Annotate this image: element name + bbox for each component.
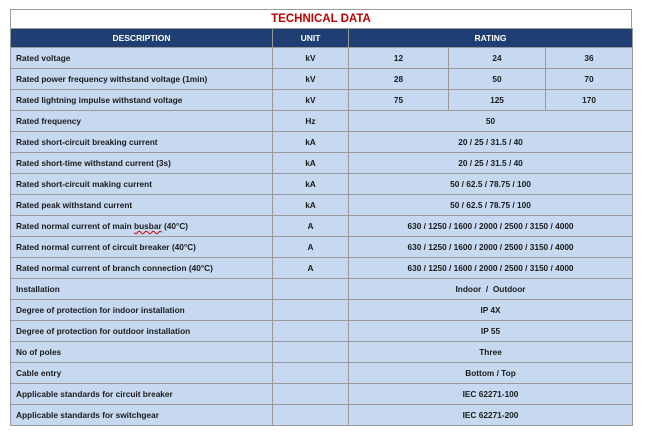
row-description: Rated normal current of branch connection (40°C) xyxy=(11,258,273,279)
row-description: Rated short-time withstand current (3s) xyxy=(11,153,273,174)
row-description: Rated short-circuit making current xyxy=(11,174,273,195)
table-row xyxy=(11,258,633,279)
table-title: TECHNICAL DATA xyxy=(10,9,632,28)
row-unit: kA xyxy=(273,174,349,195)
table-row xyxy=(11,384,633,405)
row-unit xyxy=(273,363,349,384)
row-description: Rated power frequency withstand voltage (1min) xyxy=(11,69,273,90)
header-rating: RATING xyxy=(349,29,633,48)
row-unit: kV xyxy=(273,48,349,69)
row-description: Applicable standards for switchgear xyxy=(11,405,273,426)
row-value: Indoor / Outdoor xyxy=(349,279,633,300)
row-unit: A xyxy=(273,237,349,258)
table-header-row xyxy=(11,29,633,48)
table-row xyxy=(11,90,633,111)
row-value: 20 / 25 / 31.5 / 40 xyxy=(349,132,633,153)
table-row xyxy=(11,216,633,237)
row-unit: A xyxy=(273,216,349,237)
row-description xyxy=(11,216,273,237)
row-value: 50 xyxy=(349,111,633,132)
row-description: No of poles xyxy=(11,342,273,363)
row-value: 36 xyxy=(546,48,633,69)
row-value: 50 / 62.5 / 78.75 / 100 xyxy=(349,174,633,195)
row-value: 12 xyxy=(349,48,449,69)
row-value: 28 xyxy=(349,69,449,90)
row-unit: A xyxy=(273,258,349,279)
row-unit: Hz xyxy=(273,111,349,132)
table-row xyxy=(11,321,633,342)
row-value: 630 / 1250 / 1600 / 2000 / 2500 / 3150 / 4000 xyxy=(349,237,633,258)
row-value: 75 xyxy=(349,90,449,111)
table-row xyxy=(11,195,633,216)
row-value: 70 xyxy=(546,69,633,90)
row-value: 50 / 62.5 / 78.75 / 100 xyxy=(349,195,633,216)
technical-data-sheet xyxy=(10,9,632,426)
table-row xyxy=(11,132,633,153)
row-description: Cable entry xyxy=(11,363,273,384)
table-row xyxy=(11,342,633,363)
table-row xyxy=(11,363,633,384)
row-value: 20 / 25 / 31.5 / 40 xyxy=(349,153,633,174)
row-value: 170 xyxy=(546,90,633,111)
row-unit xyxy=(273,384,349,405)
row-unit: kA xyxy=(273,153,349,174)
row-description: Degree of protection for outdoor installation xyxy=(11,321,273,342)
table-row xyxy=(11,279,633,300)
row-unit xyxy=(273,321,349,342)
row-value: 630 / 1250 / 1600 / 2000 / 2500 / 3150 / 4000 xyxy=(349,258,633,279)
row-value: Bottom / Top xyxy=(349,363,633,384)
row-value: IP 55 xyxy=(349,321,633,342)
table-row xyxy=(11,405,633,426)
spellcheck-marked-word: busbar xyxy=(134,221,162,231)
row-unit xyxy=(273,342,349,363)
table-row xyxy=(11,237,633,258)
row-description: Rated normal current of circuit breaker (40°C) xyxy=(11,237,273,258)
row-value: 630 / 1250 / 1600 / 2000 / 2500 / 3150 / 4000 xyxy=(349,216,633,237)
row-unit xyxy=(273,300,349,321)
table-row xyxy=(11,300,633,321)
row-unit xyxy=(273,405,349,426)
row-unit: kV xyxy=(273,69,349,90)
row-value: 50 xyxy=(449,69,546,90)
row-description: Rated peak withstand current xyxy=(11,195,273,216)
row-unit xyxy=(273,279,349,300)
table-row xyxy=(11,69,633,90)
row-unit: kA xyxy=(273,132,349,153)
table-row xyxy=(11,48,633,69)
description-text: (40°C) xyxy=(161,221,189,231)
table-row xyxy=(11,174,633,195)
row-description: Rated lightning impulse withstand voltage xyxy=(11,90,273,111)
row-value: IEC 62271-100 xyxy=(349,384,633,405)
row-description: Installation xyxy=(11,279,273,300)
header-unit: UNIT xyxy=(273,29,349,48)
table-row xyxy=(11,111,633,132)
row-unit: kV xyxy=(273,90,349,111)
row-value: 125 xyxy=(449,90,546,111)
row-value: 24 xyxy=(449,48,546,69)
row-description: Rated frequency xyxy=(11,111,273,132)
row-description: Applicable standards for circuit breaker xyxy=(11,384,273,405)
row-value: Three xyxy=(349,342,633,363)
row-value: IEC 62271-200 xyxy=(349,405,633,426)
description-text: Rated normal current of main xyxy=(16,221,135,231)
row-description: Degree of protection for indoor installation xyxy=(11,300,273,321)
row-description: Rated voltage xyxy=(11,48,273,69)
header-description: DESCRIPTION xyxy=(11,29,273,48)
row-description: Rated short-circuit breaking current xyxy=(11,132,273,153)
table-row xyxy=(11,153,633,174)
technical-data-table xyxy=(10,28,633,426)
row-value: IP 4X xyxy=(349,300,633,321)
row-unit: kA xyxy=(273,195,349,216)
